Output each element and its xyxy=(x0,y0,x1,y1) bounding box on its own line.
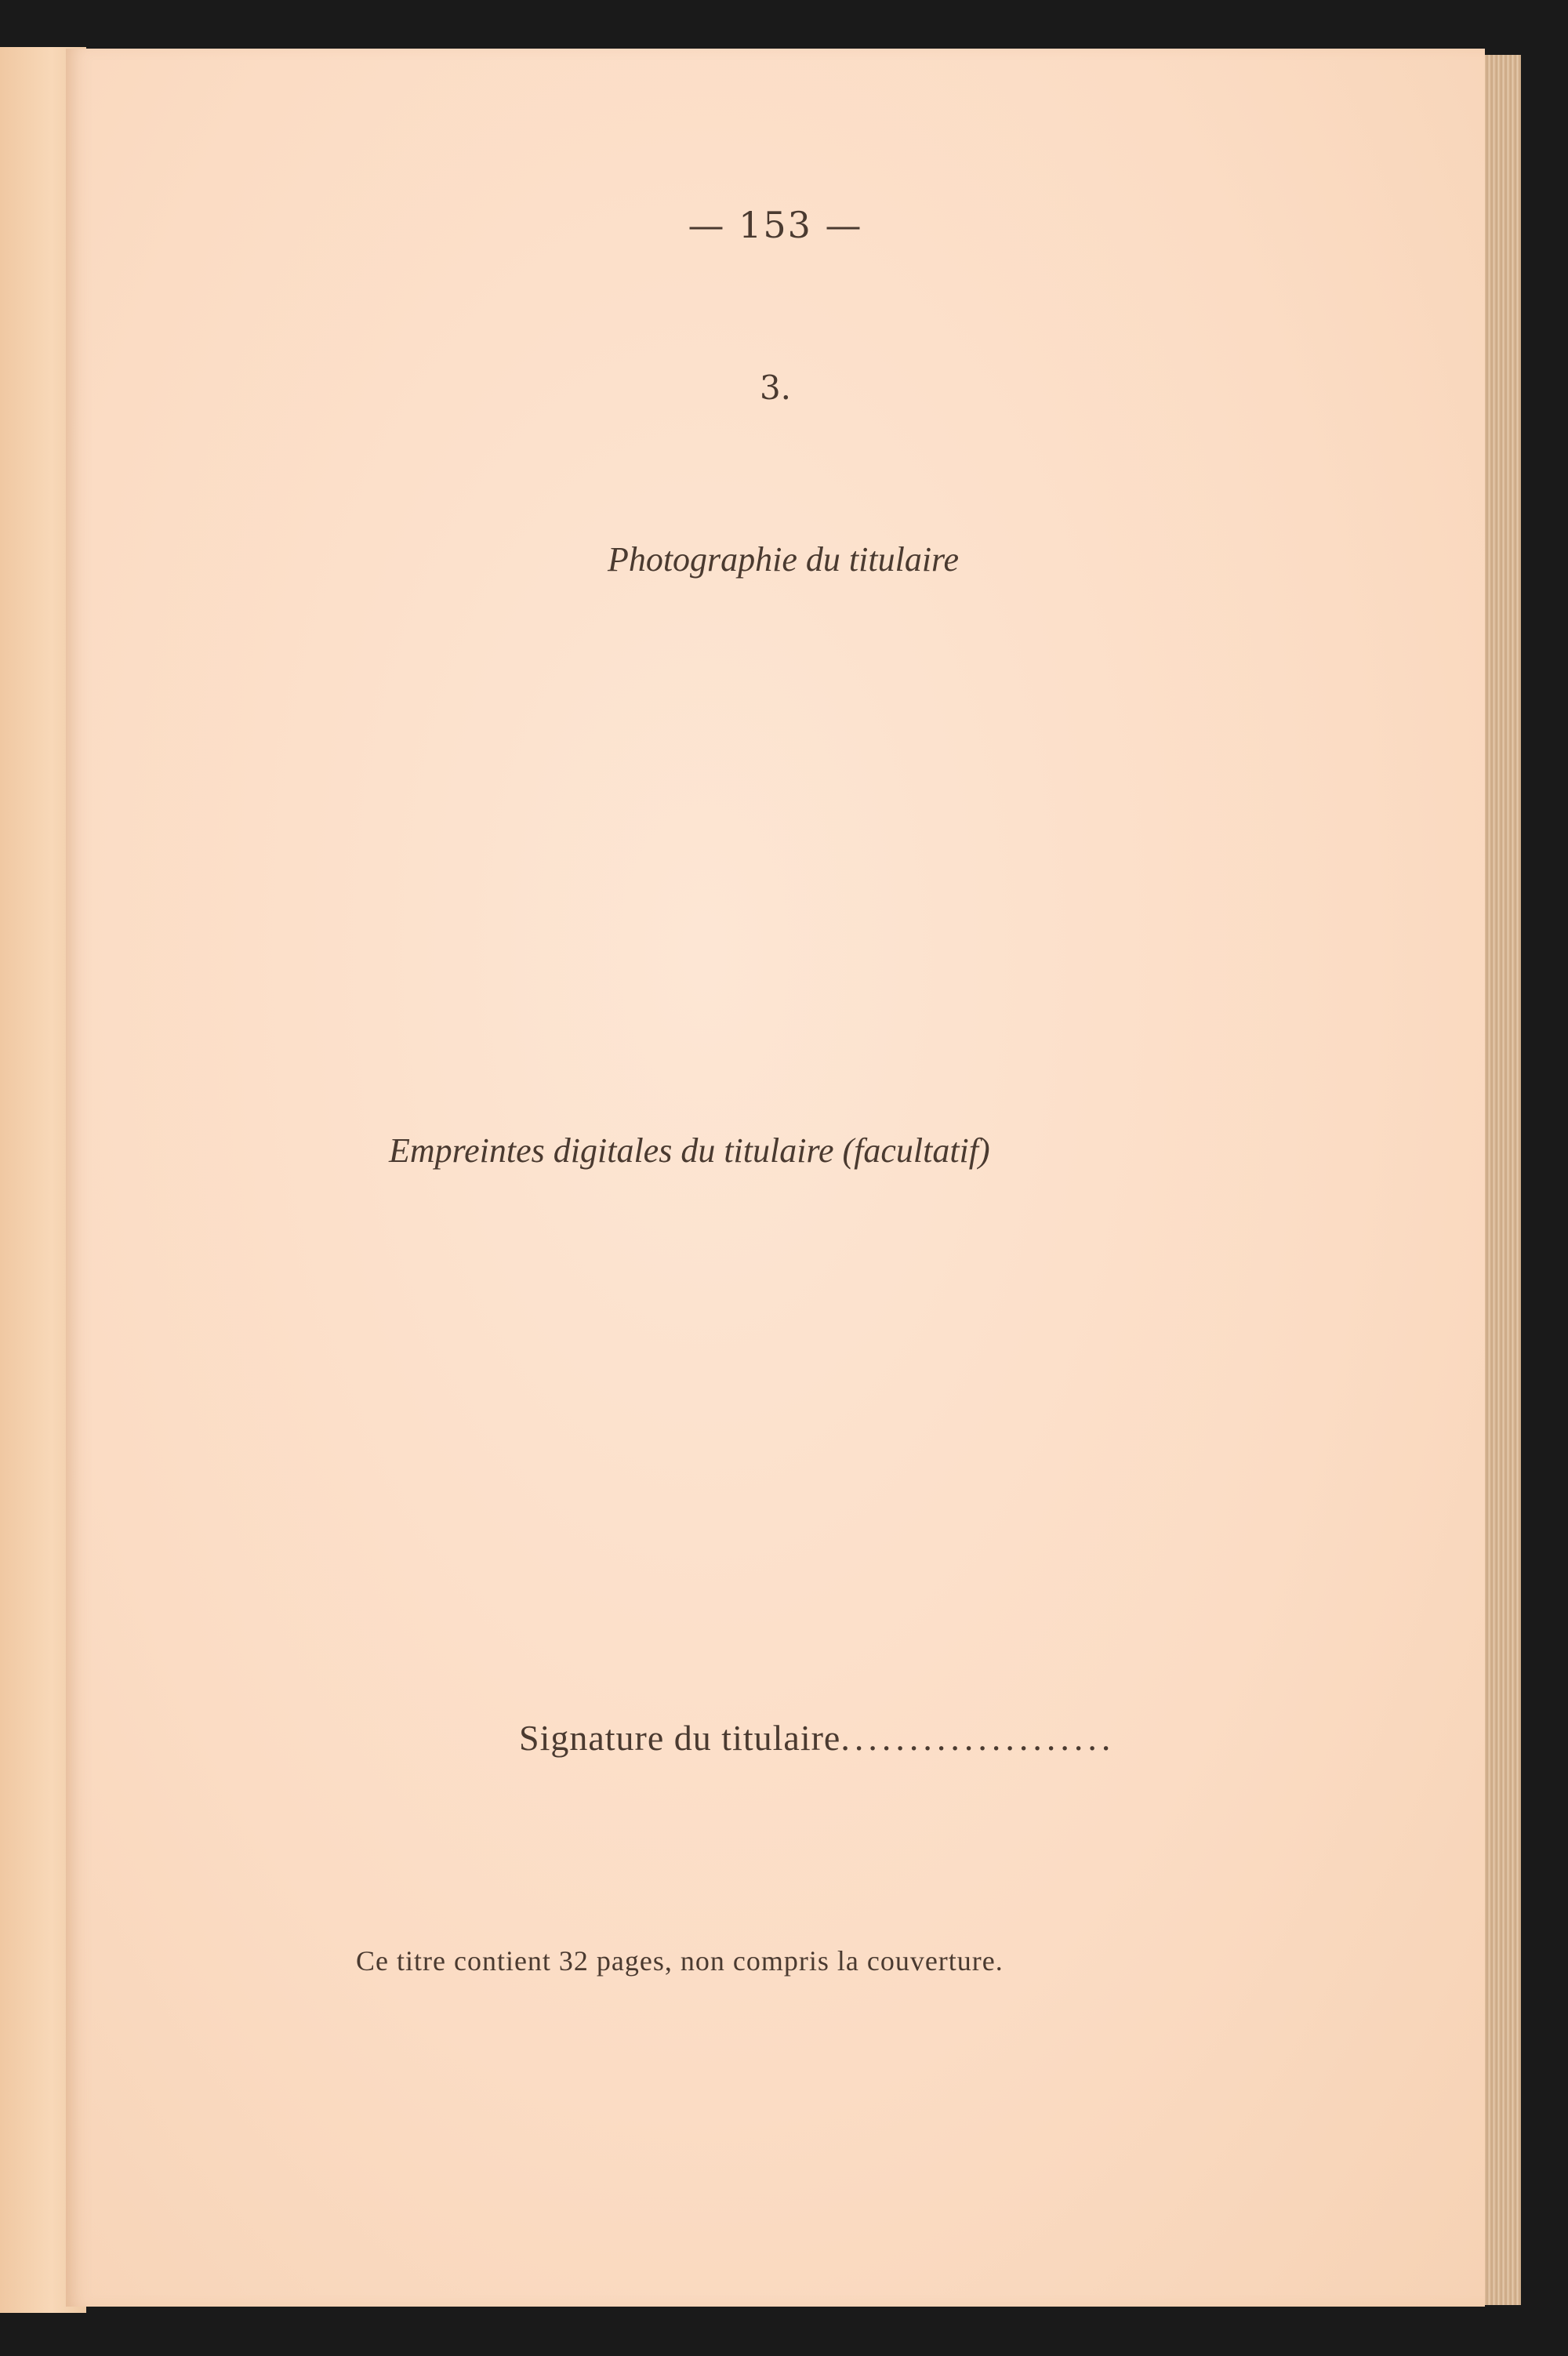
fingerprints-caption: Empreintes digitales du titulaire (facultatif) xyxy=(389,1131,990,1170)
signature-dots: .................... xyxy=(840,1718,1116,1758)
section-number: 3. xyxy=(759,368,792,407)
signature-label: Signature du titulaire xyxy=(519,1718,841,1758)
signature-line xyxy=(519,1717,1115,1759)
photo-caption: Photographie du titulaire xyxy=(607,540,960,579)
page-stack-edges xyxy=(1485,55,1521,2305)
page-folio: — 153 — xyxy=(688,204,863,246)
book-page xyxy=(66,49,1485,2307)
footer-note: Ce titre contient 32 pages, non compris la couverture. xyxy=(356,1945,1004,1977)
